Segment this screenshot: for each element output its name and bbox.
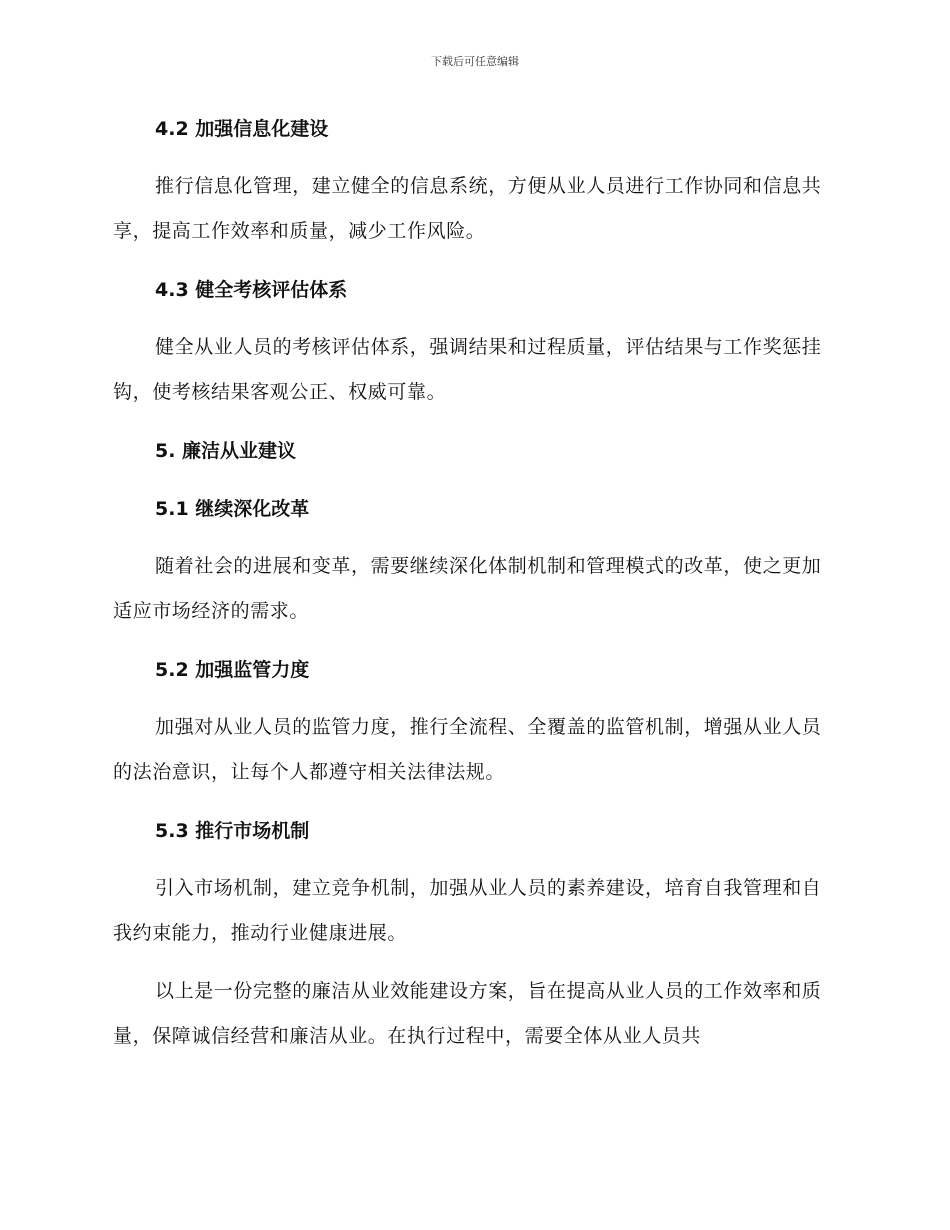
section-heading-5-1: 5.1 继续深化改革 (155, 498, 310, 520)
section-paragraph-5-1: 随着社会的进展和变革，需要继续深化体制机制和管理模式的改革，使之更加适应市场经济的需求。 (113, 555, 822, 622)
section-heading-5-2: 5.2 加强监管力度 (155, 659, 310, 681)
section-heading-4-2: 4.2 加强信息化建设 (155, 118, 329, 140)
section-paragraph-5-3: 引入市场机制，建立竞争机制，加强从业人员的素养建设，培育自我管理和自我约束能力，推动行业健康进展。 (113, 877, 822, 944)
section-paragraph-5-2: 加强对从业人员的监管力度，推行全流程、全覆盖的监管机制，增强从业人员的法治意识，让每个人都遵守相关法律法规。 (113, 716, 822, 783)
page-header: 下载后可任意编辑 (431, 55, 519, 68)
section-paragraph-4-3: 健全从业人员的考核评估体系，强调结果和过程质量，评估结果与工作奖惩挂钩，使考核结果客观公正、权威可靠。 (113, 336, 822, 403)
section-paragraph-4-2: 推行信息化管理，建立健全的信息系统，方便从业人员进行工作协同和信息共享，提高工作效率和质量，减少工作风险。 (113, 175, 822, 242)
section-heading-5-3: 5.3 推行市场机制 (155, 820, 310, 842)
conclusion-paragraph: 以上是一份完整的廉洁从业效能建设方案，旨在提高从业人员的工作效率和质量，保障诚信经营和廉洁从业。在执行过程中，需要全体从业人员共 (113, 980, 822, 1047)
section-heading-5: 5. 廉洁从业建议 (155, 440, 297, 462)
document-body (113, 113, 835, 1079)
section-heading-4-3: 4.3 健全考核评估体系 (155, 279, 348, 301)
